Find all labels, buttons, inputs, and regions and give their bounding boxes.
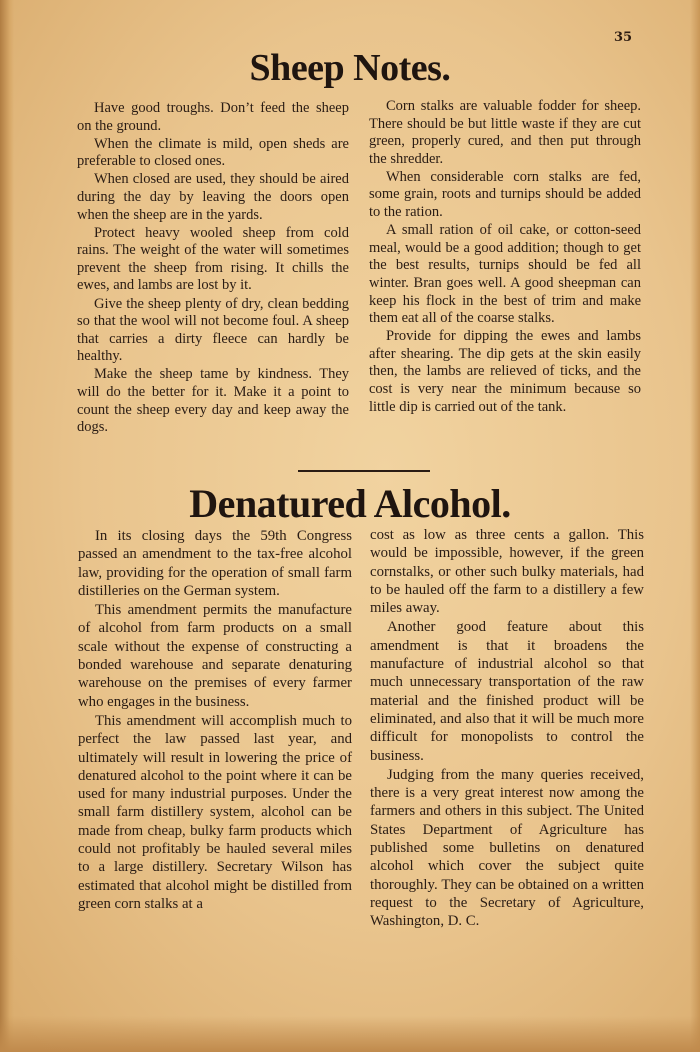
sheep-notes-left-column (77, 100, 349, 437)
paragraph: When considerable corn stalks are fed, some grain, roots and turnips should be added to the ration. (369, 168, 641, 221)
paragraph: cost as low as three cents a gallon. This would be impossible, however, if the green cornstalks, or other such bulky materials, had to be hauled off the farm to a distillery a few miles away. (370, 527, 644, 617)
paragraph: Make the sheep tame by kindness. They will do the better for it. Make it a point to count the sheep every day and keep away the dogs. (77, 366, 349, 436)
paragraph: Provide for dipping the ewes and lambs after shearing. The dip gets at the skin easily then, the lambs are relieved of ticks, and the cost is very near the minimum because so little dip is carried out of the tank. (369, 328, 641, 415)
paragraph: Give the sheep plenty of dry, clean bedding so that the wool will not become foul. A sheep that carries a dirty fleece can hardly be healthy. (77, 295, 349, 365)
denatured-alcohol-left-column (78, 527, 352, 914)
denatured-alcohol-title: Denatured Alcohol. (189, 481, 511, 526)
sheep-notes-title: Sheep Notes. (249, 47, 451, 89)
paragraph: Judging from the many queries received, there is a very great interest now among the farmers and others in this subject. The United States Department of Agriculture has published some bulletins on denatured alcohol which cover the subject quite thoroughly. They can be obtained on a written request to the Secretary of Agriculture, Washington, D. C. (370, 766, 644, 930)
paragraph: This amendment permits the manufacture of alcohol from farm products on a small scale without the expense of constructing a bonded warehouse and separate denaturing warehouse on the premises of every farmer who engages in the business. (78, 602, 352, 710)
paragraph: This amendment will accomplish much to perfect the law passed last year, and ultimately will result in lowering the price of denatured alcohol to the point where it can be used for many industrial purposes. Under the small farm distillery system, alcohol can be made from cheap, bulky farm products which could not profitably be hauled several miles to a large distillery. Secretary Wilson has estimated that alcohol might be distilled from green corn stalks at a (78, 712, 352, 912)
paragraph: A small ration of oil cake, or cotton-seed meal, would be a good addition; though to get the best results, turnips should be fed all winter. Bran goes well. A good sheepman can keep his flock in the best of trim and make them eat all of the coarse stalks. (369, 222, 641, 327)
paragraph: When the climate is mild, open sheds are preferable to closed ones. (77, 135, 349, 170)
page-bottom-edge (0, 1016, 700, 1052)
paragraph: Have good troughs. Don’t feed the sheep on the ground. (77, 100, 349, 134)
page-number: 35 (614, 30, 633, 45)
sheep-notes-right-column (369, 98, 641, 417)
section-divider (298, 470, 430, 472)
paragraph: Corn stalks are valuable fodder for sheep. There should be but little waste if they are cut green, properly cured, and then put through the shredder. (369, 98, 641, 167)
paragraph: Another good feature about this amendment is that it broadens the manufacture of industrial alcohol so that much unnecessary transportation of the raw material and the finished product will be eliminated, and also that it will be much more difficult for monopolists to control the business. (370, 619, 644, 764)
paragraph: Protect heavy wooled sheep from cold rains. The weight of the water will sometimes prevent the sheep from rising. It chills the ewes, and lambs are lost by it. (77, 224, 349, 294)
paragraph: When closed are used, they should be aired during the day by leaving the doors open when the sheep are in the yards. (77, 171, 349, 223)
denatured-alcohol-right-column (370, 526, 644, 932)
paragraph: In its closing days the 59th Congress passed an amendment to the tax-free alcohol law, providing for the operation of small farm distilleries on the German system. (78, 528, 352, 599)
